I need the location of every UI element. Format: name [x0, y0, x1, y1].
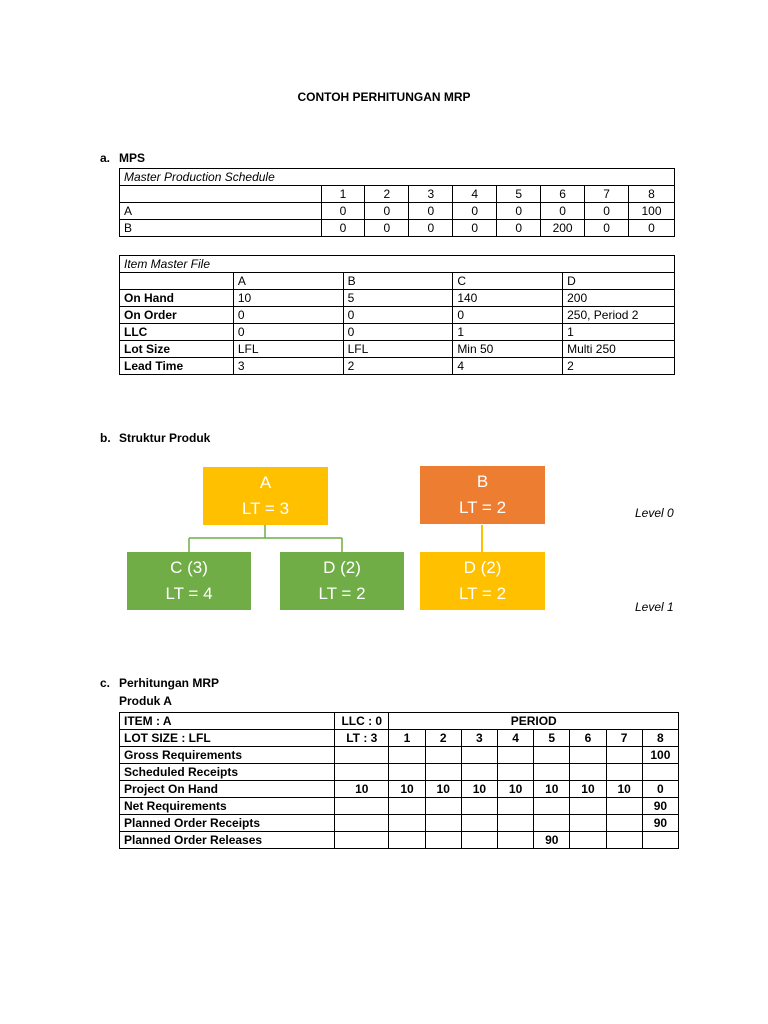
mrp-cell: 10 [497, 781, 533, 798]
mrp-cell [461, 747, 497, 764]
node-name: D (2) [463, 558, 502, 577]
section-c-number: c. [100, 676, 111, 690]
mrp-cell [461, 815, 497, 832]
section-c-label: Perhitungan MRP [119, 676, 220, 690]
mrp-cell [570, 832, 606, 849]
mps-cell: 0 [629, 220, 675, 237]
section-a-label: MPS [119, 151, 146, 165]
imf-cell: 0 [233, 324, 343, 341]
imf-cell: 0 [343, 307, 453, 324]
imf-row-label: On Hand [120, 290, 234, 307]
mrp-cell [606, 815, 642, 832]
node-lead-time: LT = 2 [458, 498, 507, 517]
imf-cell: 0 [343, 324, 453, 341]
imf-cell: 2 [563, 358, 675, 375]
mrp-cell [534, 764, 570, 781]
mps-cell: 0 [409, 203, 453, 220]
mrp-cell [461, 798, 497, 815]
imf-cell: LFL [233, 341, 343, 358]
mrp-initial-cell [335, 798, 389, 815]
mrp-initial-cell [335, 747, 389, 764]
mrp-header-row-1 [120, 713, 679, 730]
page-title: CONTOH PERHITUNGAN MRP [297, 90, 471, 104]
mrp-row-label: Scheduled Receipts [120, 764, 335, 781]
mrp-cell [425, 815, 461, 832]
mrp-header-row-2 [120, 730, 679, 747]
node-c-under-a [127, 552, 251, 610]
mrp-initial-cell [335, 764, 389, 781]
mrp-cell [570, 747, 606, 764]
mrp-cell: 90 [642, 815, 678, 832]
imf-row-label: On Order [120, 307, 234, 324]
mrp-cell [497, 798, 533, 815]
mrp-cell [425, 747, 461, 764]
mrp-cell [497, 832, 533, 849]
node-a [203, 467, 328, 525]
mrp-period: 5 [534, 730, 570, 747]
mps-cell: 200 [541, 220, 585, 237]
node-d-under-b [420, 552, 545, 610]
mps-cell: 0 [453, 203, 497, 220]
mps-period: 5 [497, 186, 541, 203]
mrp-period: 4 [497, 730, 533, 747]
mps-caption: Master Production Schedule [120, 169, 675, 186]
mrp-cell: 10 [425, 781, 461, 798]
mrp-row-label: Project On Hand [120, 781, 335, 798]
node-lead-time: LT = 3 [241, 499, 290, 518]
mrp-llc-label: LLC : 0 [335, 713, 389, 730]
mps-row-label: B [120, 220, 322, 237]
node-lead-time: LT = 4 [165, 584, 213, 603]
mps-cell: 0 [585, 203, 629, 220]
mrp-period: 2 [425, 730, 461, 747]
imf-row-label: LLC [120, 324, 234, 341]
mrp-cell: 0 [642, 781, 678, 798]
mrp-cell [606, 764, 642, 781]
mrp-cell [497, 764, 533, 781]
imf-cell: Multi 250 [563, 341, 675, 358]
imf-cell: 4 [453, 358, 563, 375]
mps-row-label: A [120, 203, 322, 220]
node-lead-time: LT = 2 [318, 584, 366, 603]
mrp-cell [389, 747, 425, 764]
node-b [420, 466, 545, 524]
imf-cell: 5 [343, 290, 453, 307]
mrp-cell [461, 764, 497, 781]
imf-cell: 10 [233, 290, 343, 307]
mps-cell: 0 [321, 203, 365, 220]
section-c-heading [100, 676, 219, 690]
mps-cell: 0 [541, 203, 585, 220]
imf-caption: Item Master File [120, 256, 675, 273]
table-row [120, 747, 679, 764]
imf-cell: 1 [563, 324, 675, 341]
imf-cell: 1 [453, 324, 563, 341]
mrp-cell: 10 [570, 781, 606, 798]
node-name: C (3) [170, 558, 208, 577]
node-d-under-a [280, 552, 404, 610]
mrp-period: 8 [642, 730, 678, 747]
node-name: D (2) [323, 558, 361, 577]
mrp-lot-size-label: LOT SIZE : LFL [120, 730, 335, 747]
section-a-number: a. [100, 151, 111, 165]
node-name: A [259, 473, 272, 492]
table-row [120, 781, 679, 798]
mps-period: 4 [453, 186, 497, 203]
node-name: B [476, 472, 489, 491]
mrp-period: 6 [570, 730, 606, 747]
mps-cell: 0 [453, 220, 497, 237]
mrp-cell [497, 747, 533, 764]
mrp-cell [570, 764, 606, 781]
mrp-cell [461, 832, 497, 849]
table-row [120, 798, 679, 815]
table-row [120, 764, 679, 781]
level-0-label: Level 0 [635, 506, 674, 520]
mrp-table-product-a [119, 712, 679, 849]
mrp-cell: 10 [461, 781, 497, 798]
imf-cell: 0 [233, 307, 343, 324]
imf-cell: 250, Period 2 [563, 307, 675, 324]
mps-period: 7 [585, 186, 629, 203]
table-row [120, 832, 679, 849]
product-a-label: Produk A [119, 694, 172, 708]
mrp-cell [425, 798, 461, 815]
imf-item-header: A [233, 273, 343, 290]
mrp-cell [606, 747, 642, 764]
imf-cell: 200 [563, 290, 675, 307]
imf-cell: 0 [453, 307, 563, 324]
mrp-cell: 100 [642, 747, 678, 764]
node-lead-time: LT = 2 [458, 584, 507, 603]
mrp-cell [606, 798, 642, 815]
section-b-label: Struktur Produk [119, 431, 211, 445]
mrp-cell [534, 798, 570, 815]
mrp-cell [425, 764, 461, 781]
mrp-lt-label: LT : 3 [335, 730, 389, 747]
mps-period: 1 [321, 186, 365, 203]
mps-period: 6 [541, 186, 585, 203]
imf-item-header: B [343, 273, 453, 290]
mrp-cell [389, 798, 425, 815]
mps-period: 2 [365, 186, 409, 203]
mrp-row-label: Planned Order Releases [120, 832, 335, 849]
mrp-cell [570, 815, 606, 832]
mrp-cell [389, 832, 425, 849]
imf-cell: 2 [343, 358, 453, 375]
level-1-label: Level 1 [635, 600, 674, 614]
mrp-row-label: Net Requirements [120, 798, 335, 815]
section-b-number: b. [100, 431, 111, 445]
mrp-cell [534, 747, 570, 764]
mrp-cell [642, 832, 678, 849]
mrp-item-label: ITEM : A [120, 713, 335, 730]
mps-cell: 0 [497, 203, 541, 220]
mrp-cell [389, 815, 425, 832]
mrp-initial-cell [335, 832, 389, 849]
mrp-cell: 90 [534, 832, 570, 849]
imf-item-header: C [453, 273, 563, 290]
mrp-row-label: Planned Order Receipts [120, 815, 335, 832]
imf-cell: 3 [233, 358, 343, 375]
mrp-cell: 10 [389, 781, 425, 798]
mrp-initial-cell [335, 815, 389, 832]
mps-cell: 0 [585, 220, 629, 237]
imf-cell: LFL [343, 341, 453, 358]
imf-cell: Min 50 [453, 341, 563, 358]
mrp-period: 7 [606, 730, 642, 747]
mrp-cell [497, 815, 533, 832]
mrp-period: 1 [389, 730, 425, 747]
mrp-cell [606, 832, 642, 849]
mps-period: 8 [629, 186, 675, 203]
mrp-row-label: Gross Requirements [120, 747, 335, 764]
mps-cell: 100 [629, 203, 675, 220]
mrp-cell: 90 [642, 798, 678, 815]
mps-cell: 0 [365, 203, 409, 220]
mrp-cell [570, 798, 606, 815]
mrp-cell: 10 [606, 781, 642, 798]
imf-row-label: Lot Size [120, 341, 234, 358]
mps-cell: 0 [409, 220, 453, 237]
mps-cell: 0 [321, 220, 365, 237]
mps-cell: 0 [497, 220, 541, 237]
imf-item-header: D [563, 273, 675, 290]
mrp-cell: 10 [534, 781, 570, 798]
table-row [120, 815, 679, 832]
mrp-cell [389, 764, 425, 781]
mps-cell: 0 [365, 220, 409, 237]
mrp-cell [425, 832, 461, 849]
mps-period: 3 [409, 186, 453, 203]
mrp-period-header: PERIOD [389, 713, 679, 730]
imf-cell: 140 [453, 290, 563, 307]
mrp-cell [534, 815, 570, 832]
mrp-initial-cell: 10 [335, 781, 389, 798]
mrp-period: 3 [461, 730, 497, 747]
imf-row-label: Lead Time [120, 358, 234, 375]
mrp-cell [642, 764, 678, 781]
